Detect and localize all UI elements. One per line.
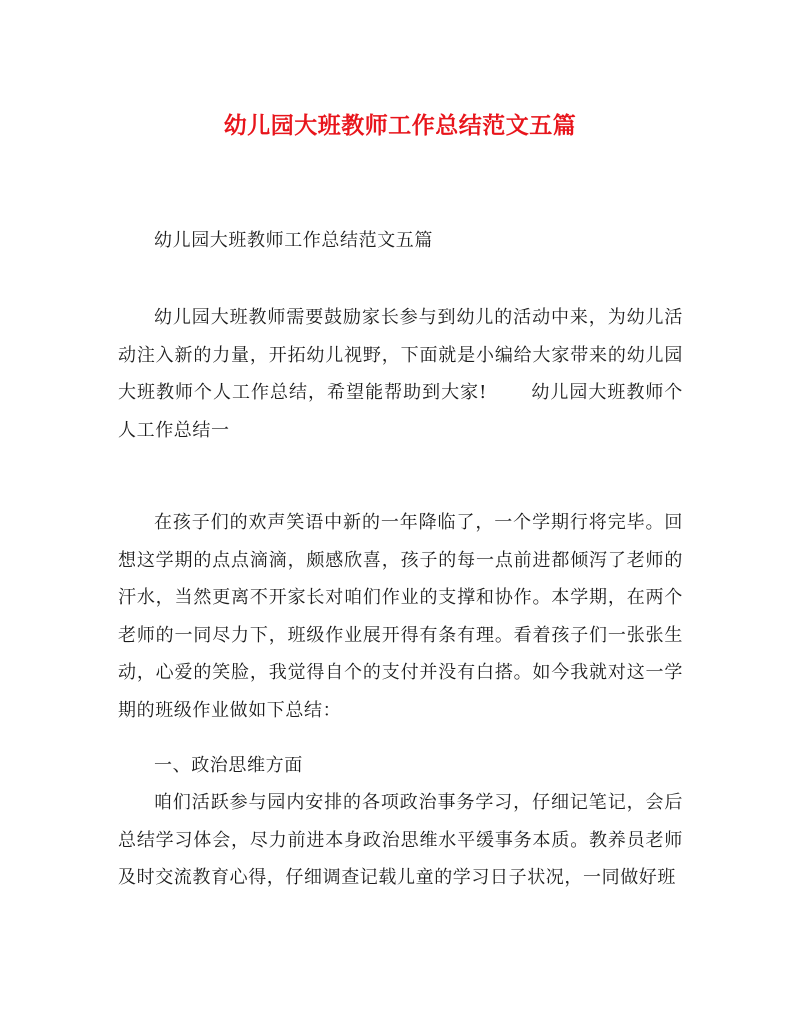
section-heading [118, 747, 683, 785]
summary-one-heading: 幼儿园大班教师个人工作总结一 [118, 382, 683, 441]
body-paragraph-1 [118, 504, 683, 729]
document-title: 幼儿园大班教师工作总结范文五篇 [223, 112, 577, 139]
body-paragraph-2 [118, 784, 683, 897]
paragraph-1-text: 在孩子们的欢声笑语中新的一年降临了，一个学期行将完毕。回想这学期的点点滴滴，颇感欣喜，孩子的每一点前进都倾泻了老师的汗水，当然更离不开家长对咱们作业的支撑和协作。本学期，在两个老师的一同尽力下，班级作业展开得有条有理。看着孩子们一张张生动，心爱的笑脸，我觉得自个的支付并没有白搭。如今我就对这一学期的班级作业做如下总结： [118, 512, 683, 721]
section-heading-text: 一、政治思维方面 [154, 755, 303, 776]
paragraph-2-text: 咱们活跃参与园内安排的各项政治事务学习，仔细记笔记，会后总结学习体会，尽力前进本身政治思维水平缓事务本质。教养员老师及时交流教育心得，仔细调查记载儿童的学习日子状况，一同做好班 [118, 792, 683, 888]
document-subtitle [118, 222, 683, 260]
intro-text: 幼儿园大班教师需要鼓励家长参与到幼儿的活动中来，为幼儿活动注入新的力量，开拓幼儿视野，下面就是小编给大家带来的幼儿园大班教师个人工作总结，希望能帮助到大家! [118, 307, 683, 403]
subtitle-text: 幼儿园大班教师工作总结范文五篇 [154, 230, 433, 251]
intro-paragraph [118, 299, 683, 449]
